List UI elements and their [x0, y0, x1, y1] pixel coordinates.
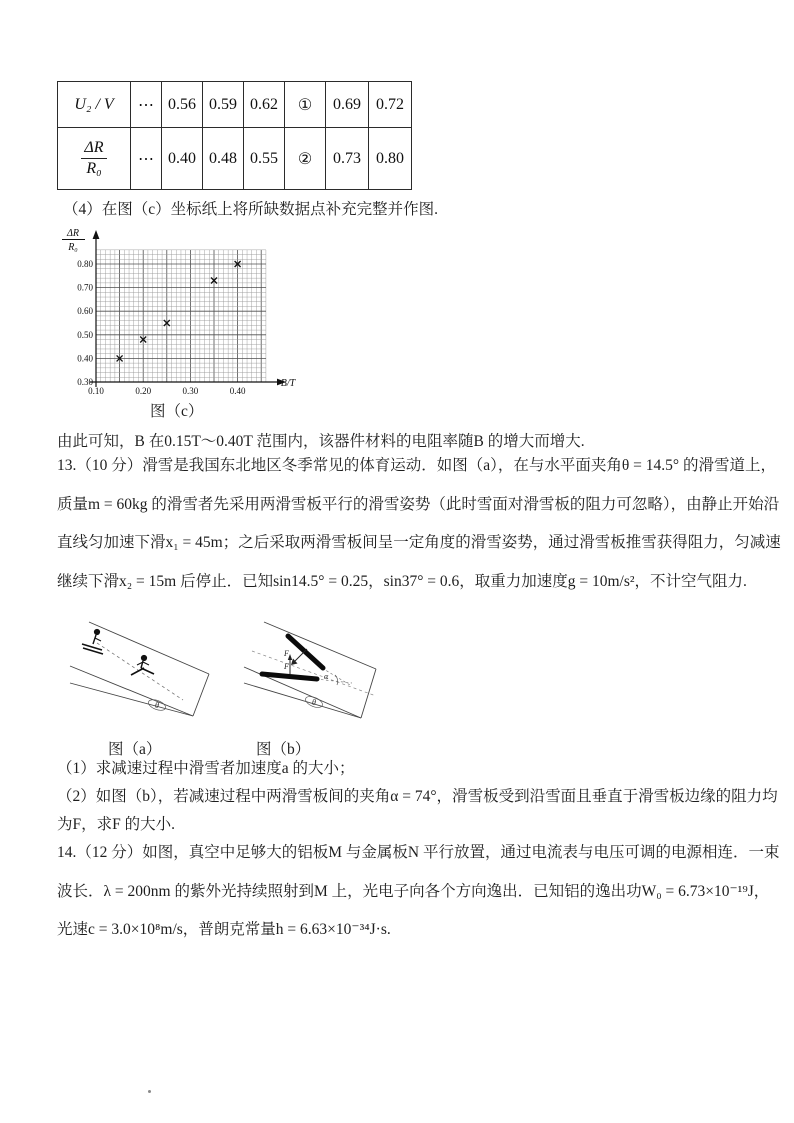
cell: 0.55 [244, 128, 285, 190]
svg-text:θ: θ [155, 701, 159, 710]
slope-outline [70, 622, 209, 716]
row1-header: U₂ / V [58, 82, 131, 128]
skier-figure-parallel-skis [82, 629, 103, 654]
cell: 0.59 [203, 82, 244, 128]
cell: 0.80 [369, 128, 412, 190]
svg-text:θ: θ [312, 698, 316, 707]
figure-a-caption: 图（a） [108, 741, 162, 758]
svg-text:0.80: 0.80 [77, 259, 93, 269]
svg-text:0.10: 0.10 [88, 386, 104, 396]
svg-text:0.70: 0.70 [77, 282, 93, 293]
theta-angle-mark [147, 698, 167, 713]
cell: ② [285, 128, 326, 190]
q13-subquestions [57, 753, 778, 837]
question-13-block [57, 445, 781, 599]
question-14-block [57, 832, 779, 948]
cell: 0.62 [244, 82, 285, 128]
q13-line: 直线匀加速下滑x₁ = 45m；之后采取两滑雪板间呈一定角度的滑雪姿势，通过滑雪板推雪获得阻力，匀减速 [57, 534, 781, 552]
x-axis-label: B/T [280, 378, 296, 389]
figure-a-ski-slope [57, 617, 233, 737]
ski-path-dashed-line [97, 643, 183, 700]
svg-text:0.40: 0.40 [229, 386, 246, 396]
cell: 0.73 [326, 128, 369, 190]
svg-text:0.50: 0.50 [77, 329, 93, 340]
cell: 0.72 [369, 82, 412, 128]
svg-text:0.30: 0.30 [77, 377, 93, 387]
question-part4-text: （4）在图（c）坐标纸上将所缺数据点补充完整并作图. [63, 201, 439, 218]
theta-angle-mark [304, 694, 324, 709]
cell: 0.69 [326, 82, 369, 128]
q14-line: 14.（12 分）如图，真空中足够大的铝板M 与金属板N 平行放置，通过电流表与电压可调的电源相连．一束 [57, 844, 780, 862]
cell: 0.48 [203, 128, 244, 190]
conclusion-text: 由此可知，B 在0.15T～0.40T 范围内，该器件材料的电阻率随B 的增大而增大. [57, 433, 585, 450]
figure-c-caption: 图（c） [150, 403, 204, 420]
figure-b-caption: 图（b） [256, 741, 311, 758]
cell: ① [285, 82, 326, 128]
q13-sub2-line: 为F，求F 的大小. [57, 816, 175, 833]
stray-scan-mark [148, 1090, 151, 1093]
cell: 0.40 [162, 128, 203, 190]
q13-line: 继续下滑x₂ = 15m 后停止．已知sin14.5° = 0.25，sin37° = 0.6，取重力加速度g = 10m/s²，不计空气阻力. [57, 573, 747, 591]
svg-text:0.30: 0.30 [182, 386, 199, 396]
svg-text:ΔR: ΔR [67, 228, 79, 239]
q13-sub2-line: （2）如图（b），若减速过程中两滑雪板间的夹角α = 74°，滑雪板受到沿雪面且垂直于滑雪板边缘的阻力均 [57, 788, 778, 805]
delta-r-fraction: $\frac{\Delta R}{\text{R₀}}$ [81, 139, 106, 179]
data-table [57, 81, 412, 190]
svg-text:0.60: 0.60 [77, 306, 93, 317]
row2-header [58, 128, 131, 190]
svg-text:F: F [284, 649, 289, 658]
y-axis-arrow [93, 230, 100, 239]
cell: 0.56 [162, 82, 203, 128]
svg-text:0.40: 0.40 [77, 353, 93, 364]
tick-labels [77, 259, 246, 396]
svg-text:R₀: R₀ [68, 242, 78, 253]
q14-line: 光速c = 3.0×10⁸m/s，普朗克常量h = 6.63×10⁻³⁴J·s. [57, 921, 391, 939]
lower-board-extension-dashed [316, 679, 352, 683]
svg-text:F: F [284, 662, 289, 671]
graph-paper-grid [96, 250, 266, 382]
svg-text:α: α [324, 672, 329, 681]
figure-c-graph [56, 224, 302, 398]
cell: ⋯ [131, 128, 162, 190]
skier-figure-snowplow [131, 655, 154, 675]
slope-outline [244, 622, 376, 718]
svg-text:0.20: 0.20 [135, 386, 152, 396]
q13-line: 质量m = 60kg 的滑雪者先采用两滑雪板平行的滑雪姿势（此时雪面对滑雪板的阻力可忽略），由静止开始沿 [57, 495, 780, 513]
table-row [58, 82, 412, 128]
cell: ⋯ [131, 82, 162, 128]
figure-b-ski-boards [238, 617, 394, 737]
q13-sub1: （1）求减速过程中滑雪者加速度a 的大小； [57, 760, 355, 777]
table-row [58, 128, 412, 190]
y-axis-label [62, 228, 85, 253]
q14-line: 波长．λ = 200nm 的紫外光持续照射到M 上，光电子向各个方向逸出．已知铝的逸出功W₀ = 6.73×10⁻¹⁹J， [57, 882, 770, 900]
q13-line: 13.（10 分）滑雪是我国东北地区冬季常见的体育运动．如图（a），在与水平面夹角θ = 14.5° 的滑雪道上， [57, 457, 776, 475]
alpha-angle-mark [324, 672, 338, 685]
